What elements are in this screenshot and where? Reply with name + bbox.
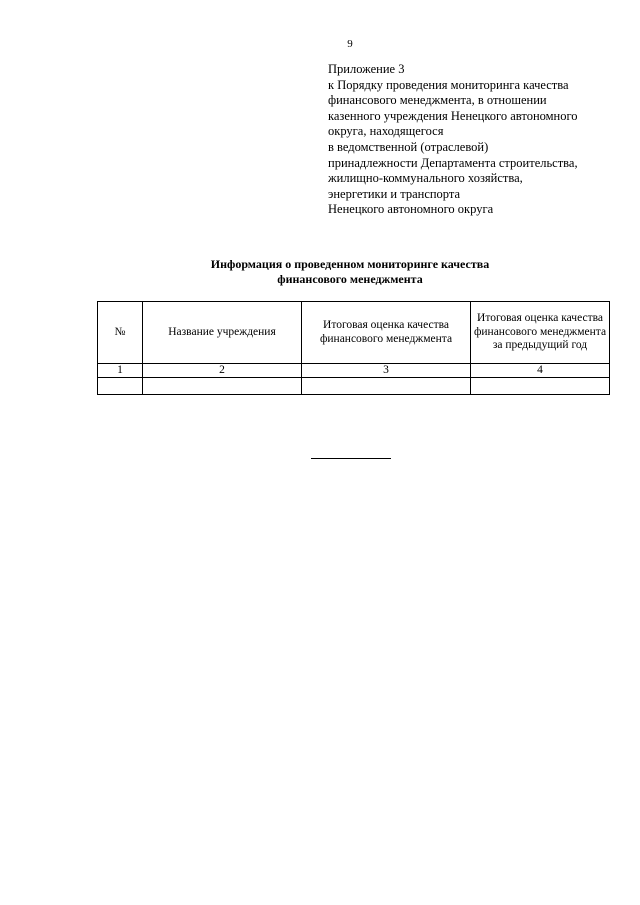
table-row xyxy=(98,378,610,395)
appendix-line: казенного учреждения Ненецкого автономного xyxy=(328,108,578,123)
table-cell xyxy=(302,378,471,395)
monitoring-table xyxy=(97,301,610,395)
end-divider xyxy=(311,458,391,459)
header-institution-name: Название учреждения xyxy=(143,302,302,364)
column-number: 2 xyxy=(143,364,302,378)
header-number: № xyxy=(98,302,143,364)
appendix-line: Приложение 3 xyxy=(328,62,405,76)
appendix-line: финансового менеджмента, в отношении xyxy=(328,93,547,108)
table-cell xyxy=(143,378,302,395)
page-number: 9 xyxy=(347,38,353,50)
appendix-header xyxy=(328,62,628,218)
appendix-line: к Порядку проведения мониторинга качества xyxy=(328,77,569,92)
column-number-row xyxy=(98,364,610,378)
table-header-row xyxy=(98,302,610,364)
document-title xyxy=(100,257,600,287)
appendix-line: принадлежности Департамента строительства, xyxy=(328,155,578,170)
column-number: 4 xyxy=(471,364,610,378)
table-cell xyxy=(98,378,143,395)
title-line: Информация о проведенном мониторинге качества xyxy=(210,257,490,271)
table-cell xyxy=(471,378,610,395)
header-previous-year-score: Итоговая оценка качества финансового менеджмента за предыдущий год xyxy=(471,302,610,364)
appendix-line: жилищно-коммунального хозяйства, xyxy=(328,171,523,186)
appendix-line: округа, находящегося xyxy=(328,124,444,139)
appendix-line: Ненецкого автономного округа xyxy=(328,202,494,217)
title-line: финансового менеджмента xyxy=(277,272,423,286)
appendix-line: в ведомственной (отраслевой) xyxy=(328,139,489,154)
appendix-line: энергетики и транспорта xyxy=(328,186,461,201)
column-number: 3 xyxy=(302,364,471,378)
column-number: 1 xyxy=(98,364,143,378)
header-final-score: Итоговая оценка качества финансового менеджмента xyxy=(302,302,471,364)
